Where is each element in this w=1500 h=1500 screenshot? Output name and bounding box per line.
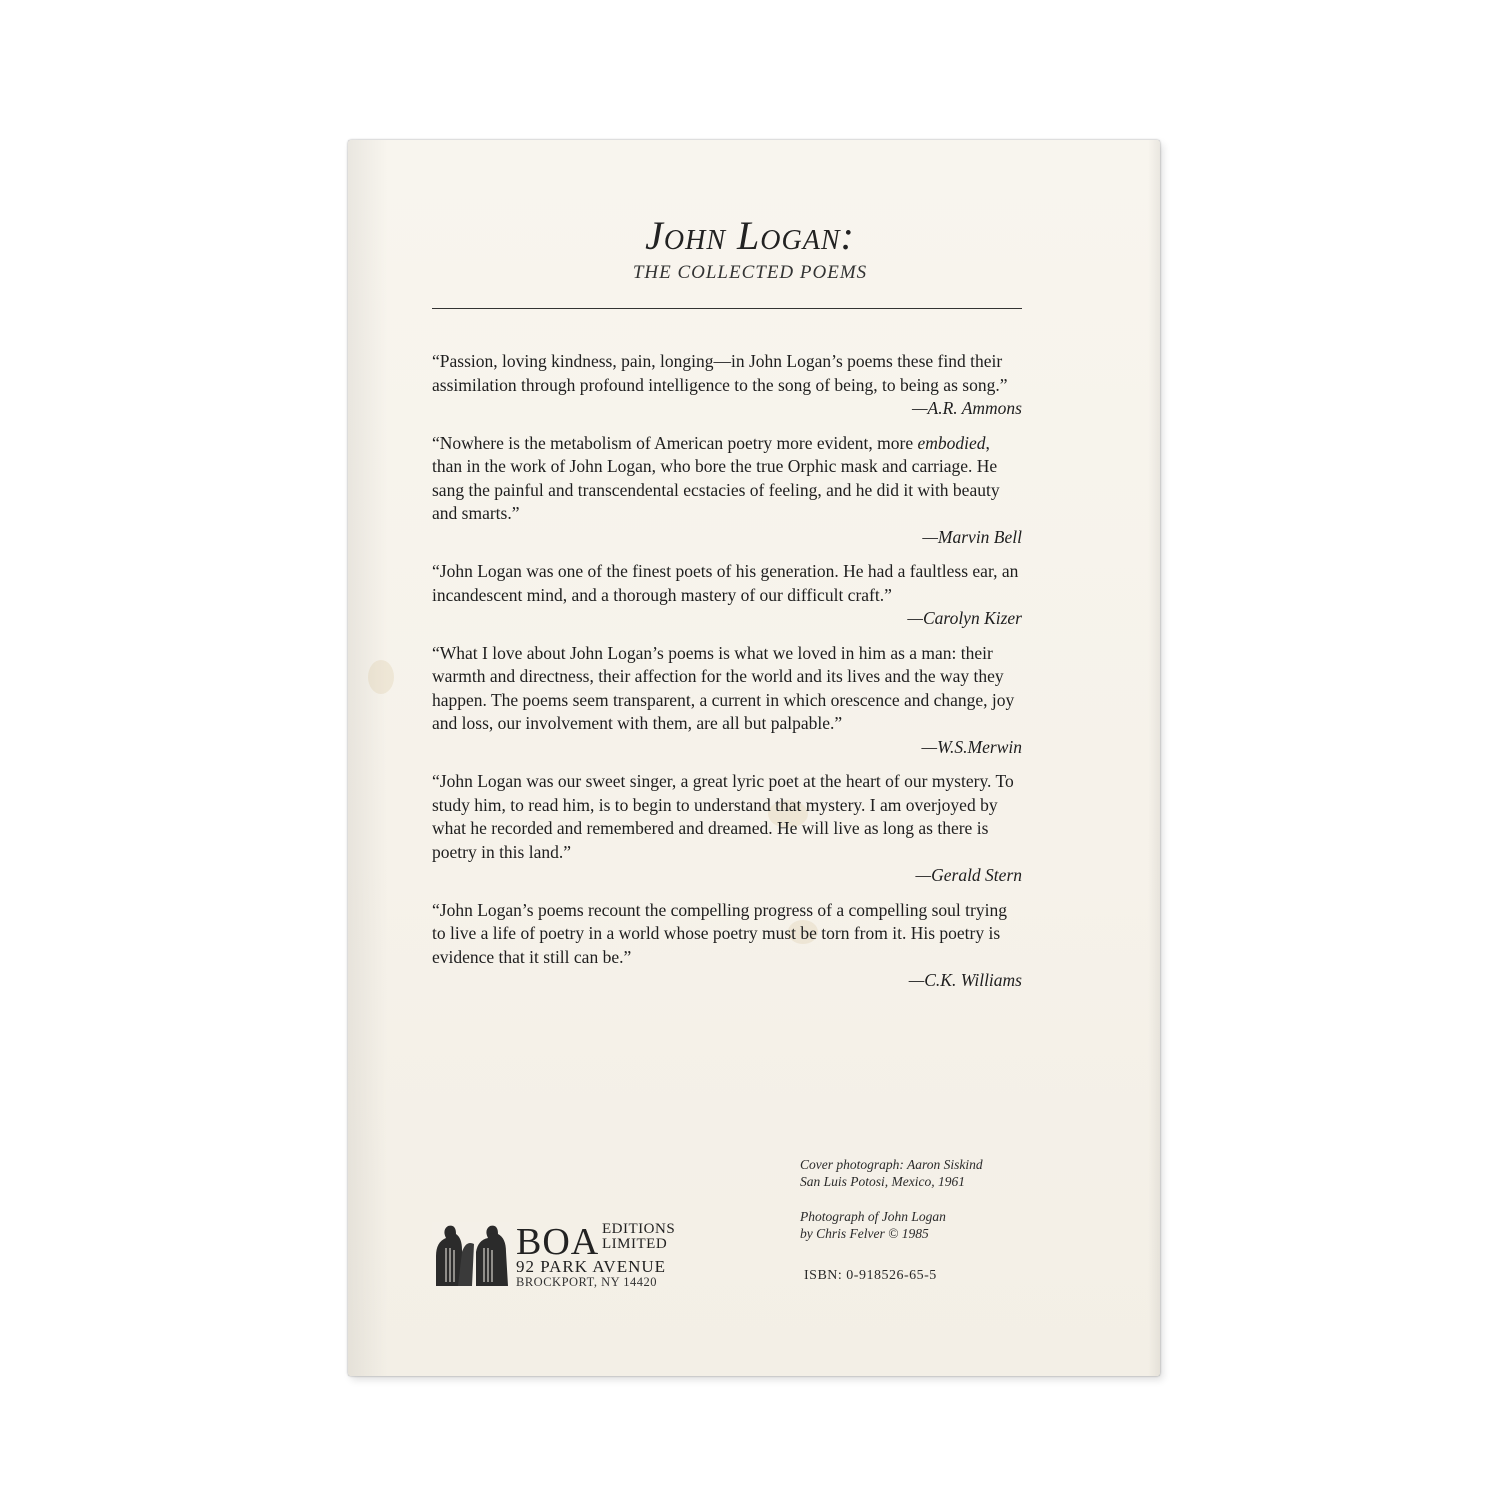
publisher-city: BROCKPORT, NY 14420 [516,1275,658,1289]
publisher-limited: LIMITED [602,1236,668,1252]
isbn: ISBN: 0-918526-65-5 [804,1268,937,1283]
blurb-text: “John Logan was one of the finest poets of his generation. He had a faultless ear, an incandescent mind, and a thorough mastery of our difficult craft.” [432,561,1019,605]
blurb-text-part: , than in the work of John Logan, who bore the true Orphic mask and carriage. He sang the painful and transcendental ecstacies of feeling, and he did it with beauty and smarts.” [432,432,1000,523]
author-photo-photographer: by Chris Felver © 1985 [800,1226,929,1241]
blurb-author: —Carolyn Kizer [907,608,1022,628]
blurb-author: —A.R. Ammons [911,398,1022,418]
blurb-emphasis: embodied [917,432,986,453]
paper-stain [368,660,394,694]
book-subtitle: THE COLLECTED POEMS [632,262,868,283]
blurb-text: “Passion, loving kindness, pain, longing—in John Logan’s poems these find their assimilation through profound intelligence to the song of being, to being as song.” [432,351,1008,395]
publisher-name: BOA [516,1221,600,1263]
blurb-text: “John Logan was our sweet singer, a great lyric poet at the heart of our mystery. To study him, to read him, is to begin to understand that mystery. I am overjoyed by what he recorded and remembered and dreamed. He will live as long as there is poetry in this land.” [432,771,1014,862]
title-divider [432,308,1022,309]
publisher-editions: EDITIONS [602,1221,676,1237]
blurb-text-part: “Nowhere is the metabolism of American poetry more evident, more [432,432,918,453]
publisher-street: 92 PARK AVENUE [516,1257,667,1276]
blurb-text: “What I love about John Logan’s poems is what we loved in him as a man: their warmth and directness, their affection for the world and its lives and the way they happen. The poems seem transparent, a current in which orescence and change, joy and loss, our involvement with them, are all but palpable.” [432,642,1015,733]
blurb-author: —W.S.Merwin [921,736,1022,757]
blurb-author: —C.K. Williams [908,970,1022,990]
harp-players-logo-icon [432,1222,512,1288]
spine-shadow [348,140,388,1376]
blurb-text: “John Logan’s poems recount the compelling progress of a compelling soul trying to live a life of poetry in a world whose poetry must be torn from it. His poetry is evidence that it still can be.” [432,899,1007,967]
blurb-author: —Gerald Stern [915,865,1022,885]
book-title: John Logan: [645,213,855,258]
edge-shadow [1148,140,1160,1376]
photo-credits [800,1156,1040,1260]
publisher-imprint [432,1220,702,1292]
blurbs [432,350,1022,993]
blurb-author: —Marvin Bell [922,526,1022,547]
blurb-text [432,432,1022,526]
cover-photo-credit: Cover photograph: Aaron Siskind [800,1157,983,1172]
author-photo-credit: Photograph of John Logan [800,1209,946,1224]
cover-photo-location: San Luis Potosi, Mexico, 1961 [800,1174,965,1189]
